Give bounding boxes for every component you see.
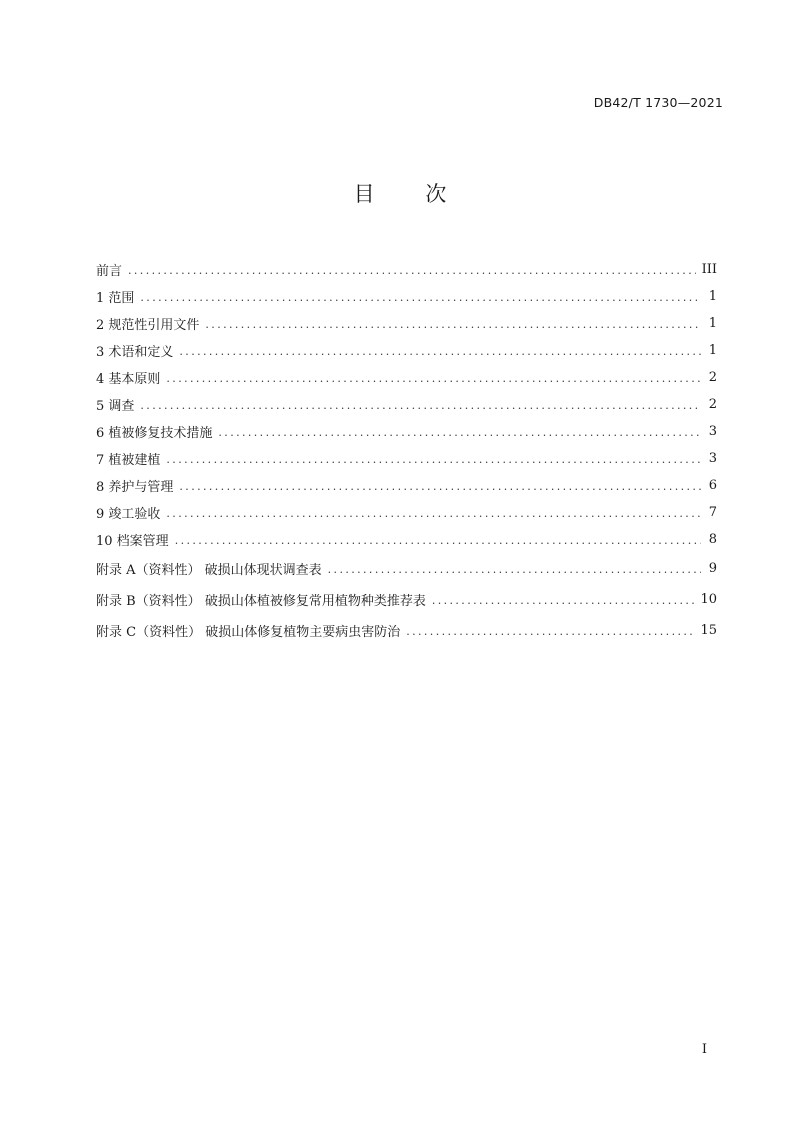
toc-entry-label: 1 范围: [96, 291, 135, 306]
toc-entry-acceptance[interactable]: [96, 499, 717, 526]
toc-entry-page: 6: [708, 478, 717, 493]
toc-entry-page: 10: [700, 592, 717, 607]
toc-leader-dots: [140, 291, 701, 304]
document-code: DB42/T 1730—2021: [593, 95, 723, 110]
page-number: I: [701, 1042, 707, 1057]
toc-leader-dots: [179, 480, 701, 493]
toc-entry-page: 1: [708, 343, 717, 358]
toc-entry-page: 15: [700, 623, 717, 638]
toc-entry-normative-references[interactable]: [96, 310, 717, 337]
toc-entry-label: 7 植被建植: [96, 453, 161, 468]
toc-entry-appendix-c[interactable]: [96, 615, 717, 646]
toc-entry-label: 附录 A（资料性） 破损山体现状调查表: [96, 563, 322, 578]
toc-entry-appendix-a[interactable]: [96, 553, 717, 584]
toc-entry-basic-principles[interactable]: [96, 364, 717, 391]
toc-leader-dots: [166, 453, 701, 466]
toc-entry-label: 8 养护与管理: [96, 480, 174, 495]
toc-leader-dots: [205, 318, 701, 331]
toc-entry-scope[interactable]: [96, 283, 717, 310]
toc-entry-label: 附录 B（资料性） 破损山体植被修复常用植物种类推荐表: [96, 594, 426, 609]
toc-leader-dots: [328, 563, 701, 576]
toc-entry-restoration-measures[interactable]: [96, 418, 717, 445]
toc-entry-label: 5 调查: [96, 399, 135, 414]
table-of-contents: [96, 256, 717, 646]
toc-entry-label: 4 基本原则: [96, 372, 161, 387]
toc-entry-vegetation-establishment[interactable]: [96, 445, 717, 472]
toc-leader-dots: [166, 507, 701, 520]
toc-entry-label: 附录 C（资料性） 破损山体修复植物主要病虫害防治: [96, 625, 401, 640]
toc-entry-label: 9 竣工验收: [96, 507, 161, 522]
toc-entry-label: 前言: [96, 264, 123, 279]
toc-entry-maintenance[interactable]: [96, 472, 717, 499]
toc-entry-label: 10 档案管理: [96, 534, 169, 549]
toc-entry-page: 3: [708, 451, 717, 466]
toc-entry-label: 2 规范性引用文件: [96, 318, 200, 333]
toc-entry-page: III: [701, 262, 717, 277]
toc-leader-dots: [406, 625, 694, 638]
toc-leader-dots: [128, 264, 696, 277]
toc-leader-dots: [218, 426, 701, 439]
toc-entry-page: 7: [708, 505, 717, 520]
toc-entry-label: 3 术语和定义: [96, 345, 174, 360]
toc-leader-dots: [140, 399, 701, 412]
toc-entry-archive-management[interactable]: [96, 526, 717, 553]
toc-leader-dots: [179, 345, 701, 358]
toc-entry-page: 3: [708, 424, 717, 439]
toc-entry-page: 9: [708, 561, 717, 576]
toc-entry-page: 1: [708, 289, 717, 304]
toc-entry-page: 2: [708, 397, 717, 412]
toc-entry-terms-definitions[interactable]: [96, 337, 717, 364]
toc-leader-dots: [166, 372, 701, 385]
toc-entry-page: 2: [708, 370, 717, 385]
toc-entry-appendix-b[interactable]: [96, 584, 717, 615]
toc-leader-dots: [175, 534, 701, 547]
toc-entry-foreword[interactable]: [96, 256, 717, 283]
toc-entry-survey[interactable]: [96, 391, 717, 418]
toc-entry-page: 8: [708, 532, 717, 547]
toc-title: 目 次: [353, 182, 469, 206]
toc-entry-label: 6 植被修复技术措施: [96, 426, 213, 441]
toc-leader-dots: [432, 594, 695, 607]
toc-entry-page: 1: [708, 316, 717, 331]
